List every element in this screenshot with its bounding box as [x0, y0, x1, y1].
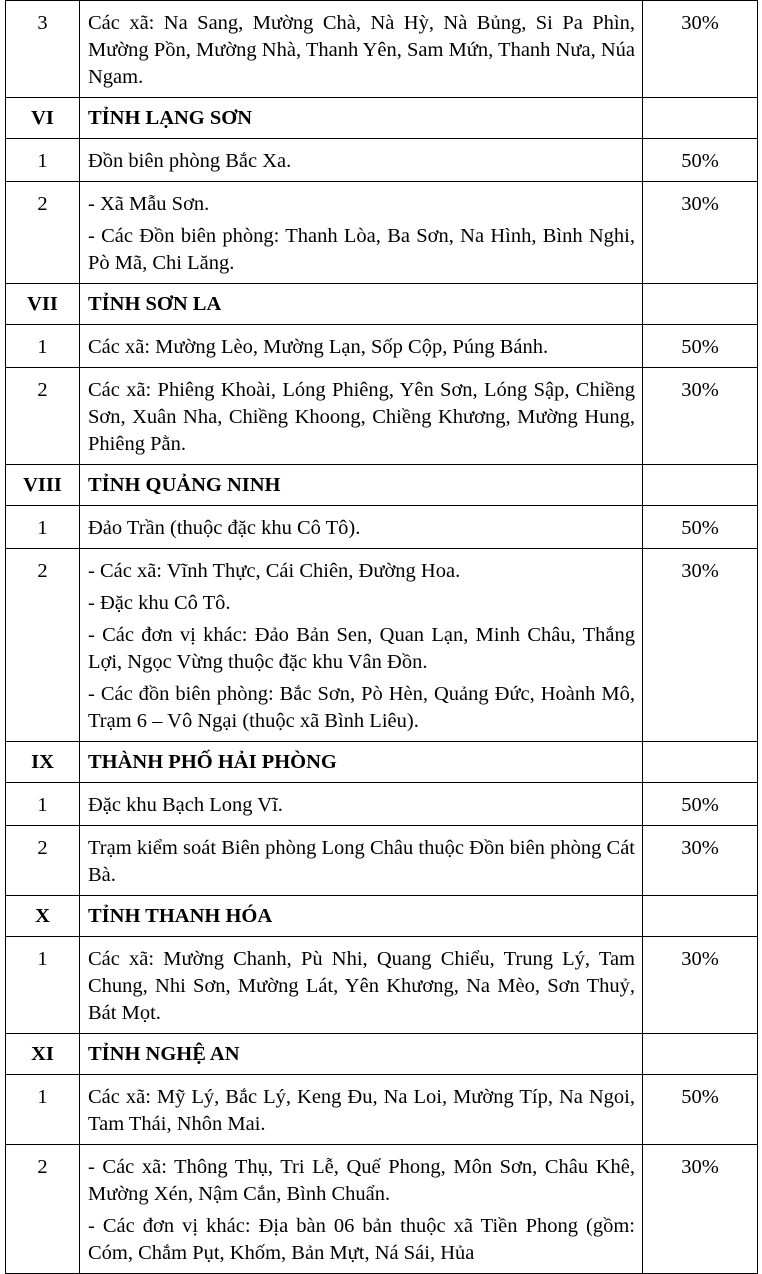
cell-paragraph: Các xã: Mường Lèo, Mường Lạn, Sốp Cộp, Púng Bánh.	[88, 336, 549, 358]
row-number: 1	[6, 139, 80, 182]
table-row	[6, 1145, 758, 1274]
table-row	[6, 325, 758, 368]
row-percent: 30%	[643, 1145, 758, 1274]
section-number: VII	[6, 284, 80, 325]
cell-paragraph: Đồn biên phòng Bắc Xa.	[88, 150, 292, 172]
cell-paragraph: - Đặc khu Cô Tô.	[88, 592, 231, 614]
section-title: TỈNH NGHỆ AN	[80, 1034, 643, 1075]
cell-paragraph: - Các đơn vị khác: Đảo Bản Sen, Quan Lạn, Minh Châu, Thắng Lợi, Ngọc Vừng thuộc đặc khu Vân Đồn.	[88, 624, 635, 673]
row-percent: 50%	[643, 139, 758, 182]
row-number: 1	[6, 325, 80, 368]
cell-paragraph: Trạm kiểm soát Biên phòng Long Châu thuộc Đồn biên phòng Cát Bà.	[88, 837, 635, 886]
cell-paragraph: - Các đơn vị khác: Địa bàn 06 bản thuộc xã Tiền Phong (gồm: Cóm, Chắm Pụt, Khốm, Bản Mựt, Ná Sái, Hủa	[88, 1215, 635, 1264]
section-row	[6, 896, 758, 937]
section-row	[6, 742, 758, 783]
row-number: 2	[6, 182, 80, 284]
row-number: 2	[6, 549, 80, 742]
section-percent-cell	[643, 284, 758, 325]
section-title: TỈNH LẠNG SƠN	[80, 98, 643, 139]
row-description	[80, 783, 643, 826]
section-percent-cell	[643, 896, 758, 937]
row-description	[80, 506, 643, 549]
row-description	[80, 325, 643, 368]
row-description	[80, 1145, 643, 1274]
table-row	[6, 783, 758, 826]
table-row	[6, 826, 758, 896]
section-number: VIII	[6, 465, 80, 506]
section-number: VI	[6, 98, 80, 139]
table-row	[6, 368, 758, 465]
row-number: 1	[6, 506, 80, 549]
section-percent-cell	[643, 98, 758, 139]
section-title: TỈNH SƠN LA	[80, 284, 643, 325]
row-number: 2	[6, 368, 80, 465]
row-number: 1	[6, 937, 80, 1034]
section-row	[6, 1034, 758, 1075]
row-percent: 30%	[643, 549, 758, 742]
row-description	[80, 549, 643, 742]
table-row	[6, 937, 758, 1034]
section-number: XI	[6, 1034, 80, 1075]
row-percent: 30%	[643, 182, 758, 284]
row-description	[80, 937, 643, 1034]
cell-paragraph: - Các đồn biên phòng: Bắc Sơn, Pò Hèn, Quảng Đức, Hoành Mô, Trạm 6 – Vô Ngại (thuộc xã Bình Liêu).	[88, 683, 635, 732]
cell-paragraph: - Các xã: Vĩnh Thực, Cái Chiên, Đường Hoa.	[88, 560, 461, 582]
table-row	[6, 1075, 758, 1145]
row-number: 2	[6, 826, 80, 896]
cell-paragraph: Các xã: Na Sang, Mường Chà, Nà Hỳ, Nà Bủng, Si Pa Phìn, Mường Pồn, Mường Nhà, Thanh Yên, Sam Mứn, Thanh Nưa, Núa Ngam.	[88, 12, 635, 88]
row-description	[80, 1075, 643, 1145]
row-description	[80, 182, 643, 284]
cell-paragraph: Đảo Trần (thuộc đặc khu Cô Tô).	[88, 517, 361, 539]
table-row	[6, 1, 758, 98]
section-title: THÀNH PHỐ HẢI PHÒNG	[80, 742, 643, 783]
row-percent: 30%	[643, 937, 758, 1034]
row-percent: 30%	[643, 368, 758, 465]
table-body	[6, 1, 758, 1274]
section-row	[6, 284, 758, 325]
section-number: IX	[6, 742, 80, 783]
cell-paragraph: Đặc khu Bạch Long Vĩ.	[88, 794, 283, 816]
section-title: TỈNH QUẢNG NINH	[80, 465, 643, 506]
cell-paragraph: - Xã Mẫu Sơn.	[88, 193, 210, 215]
row-number: 2	[6, 1145, 80, 1274]
row-number: 1	[6, 1075, 80, 1145]
row-description	[80, 368, 643, 465]
section-percent-cell	[643, 1034, 758, 1075]
row-description	[80, 826, 643, 896]
row-percent: 50%	[643, 1075, 758, 1145]
table-row	[6, 506, 758, 549]
cell-paragraph: - Các Đồn biên phòng: Thanh Lòa, Ba Sơn, Na Hình, Bình Nghi, Pò Mã, Chi Lăng.	[88, 225, 635, 274]
row-percent: 30%	[643, 826, 758, 896]
section-row	[6, 98, 758, 139]
section-percent-cell	[643, 465, 758, 506]
section-percent-cell	[643, 742, 758, 783]
row-percent: 30%	[643, 1, 758, 98]
row-description	[80, 139, 643, 182]
section-number: X	[6, 896, 80, 937]
row-number: 1	[6, 783, 80, 826]
row-number: 3	[6, 1, 80, 98]
table-row	[6, 549, 758, 742]
area-percentage-table	[5, 0, 758, 1274]
row-description	[80, 1, 643, 98]
section-row	[6, 465, 758, 506]
cell-paragraph: - Các xã: Thông Thụ, Tri Lễ, Quế Phong, Môn Sơn, Châu Khê, Mường Xén, Nậm Cắn, Bình Chuẩn.	[88, 1156, 635, 1205]
row-percent: 50%	[643, 506, 758, 549]
row-percent: 50%	[643, 325, 758, 368]
row-percent: 50%	[643, 783, 758, 826]
table-row	[6, 182, 758, 284]
cell-paragraph: Các xã: Mường Chanh, Pù Nhi, Quang Chiểu, Trung Lý, Tam Chung, Nhi Sơn, Mường Lát, Yên Khương, Na Mèo, Sơn Thuỷ, Bát Mọt.	[88, 948, 635, 1024]
cell-paragraph: Các xã: Mỹ Lý, Bắc Lý, Keng Đu, Na Loi, Mường Típ, Na Ngoi, Tam Thái, Nhôn Mai.	[88, 1086, 635, 1135]
table-row	[6, 139, 758, 182]
section-title: TỈNH THANH HÓA	[80, 896, 643, 937]
cell-paragraph: Các xã: Phiêng Khoài, Lóng Phiêng, Yên Sơn, Lóng Sập, Chiềng Sơn, Xuân Nha, Chiềng Khoong, Chiềng Khương, Mường Hung, Phiêng Pằn.	[88, 379, 635, 455]
